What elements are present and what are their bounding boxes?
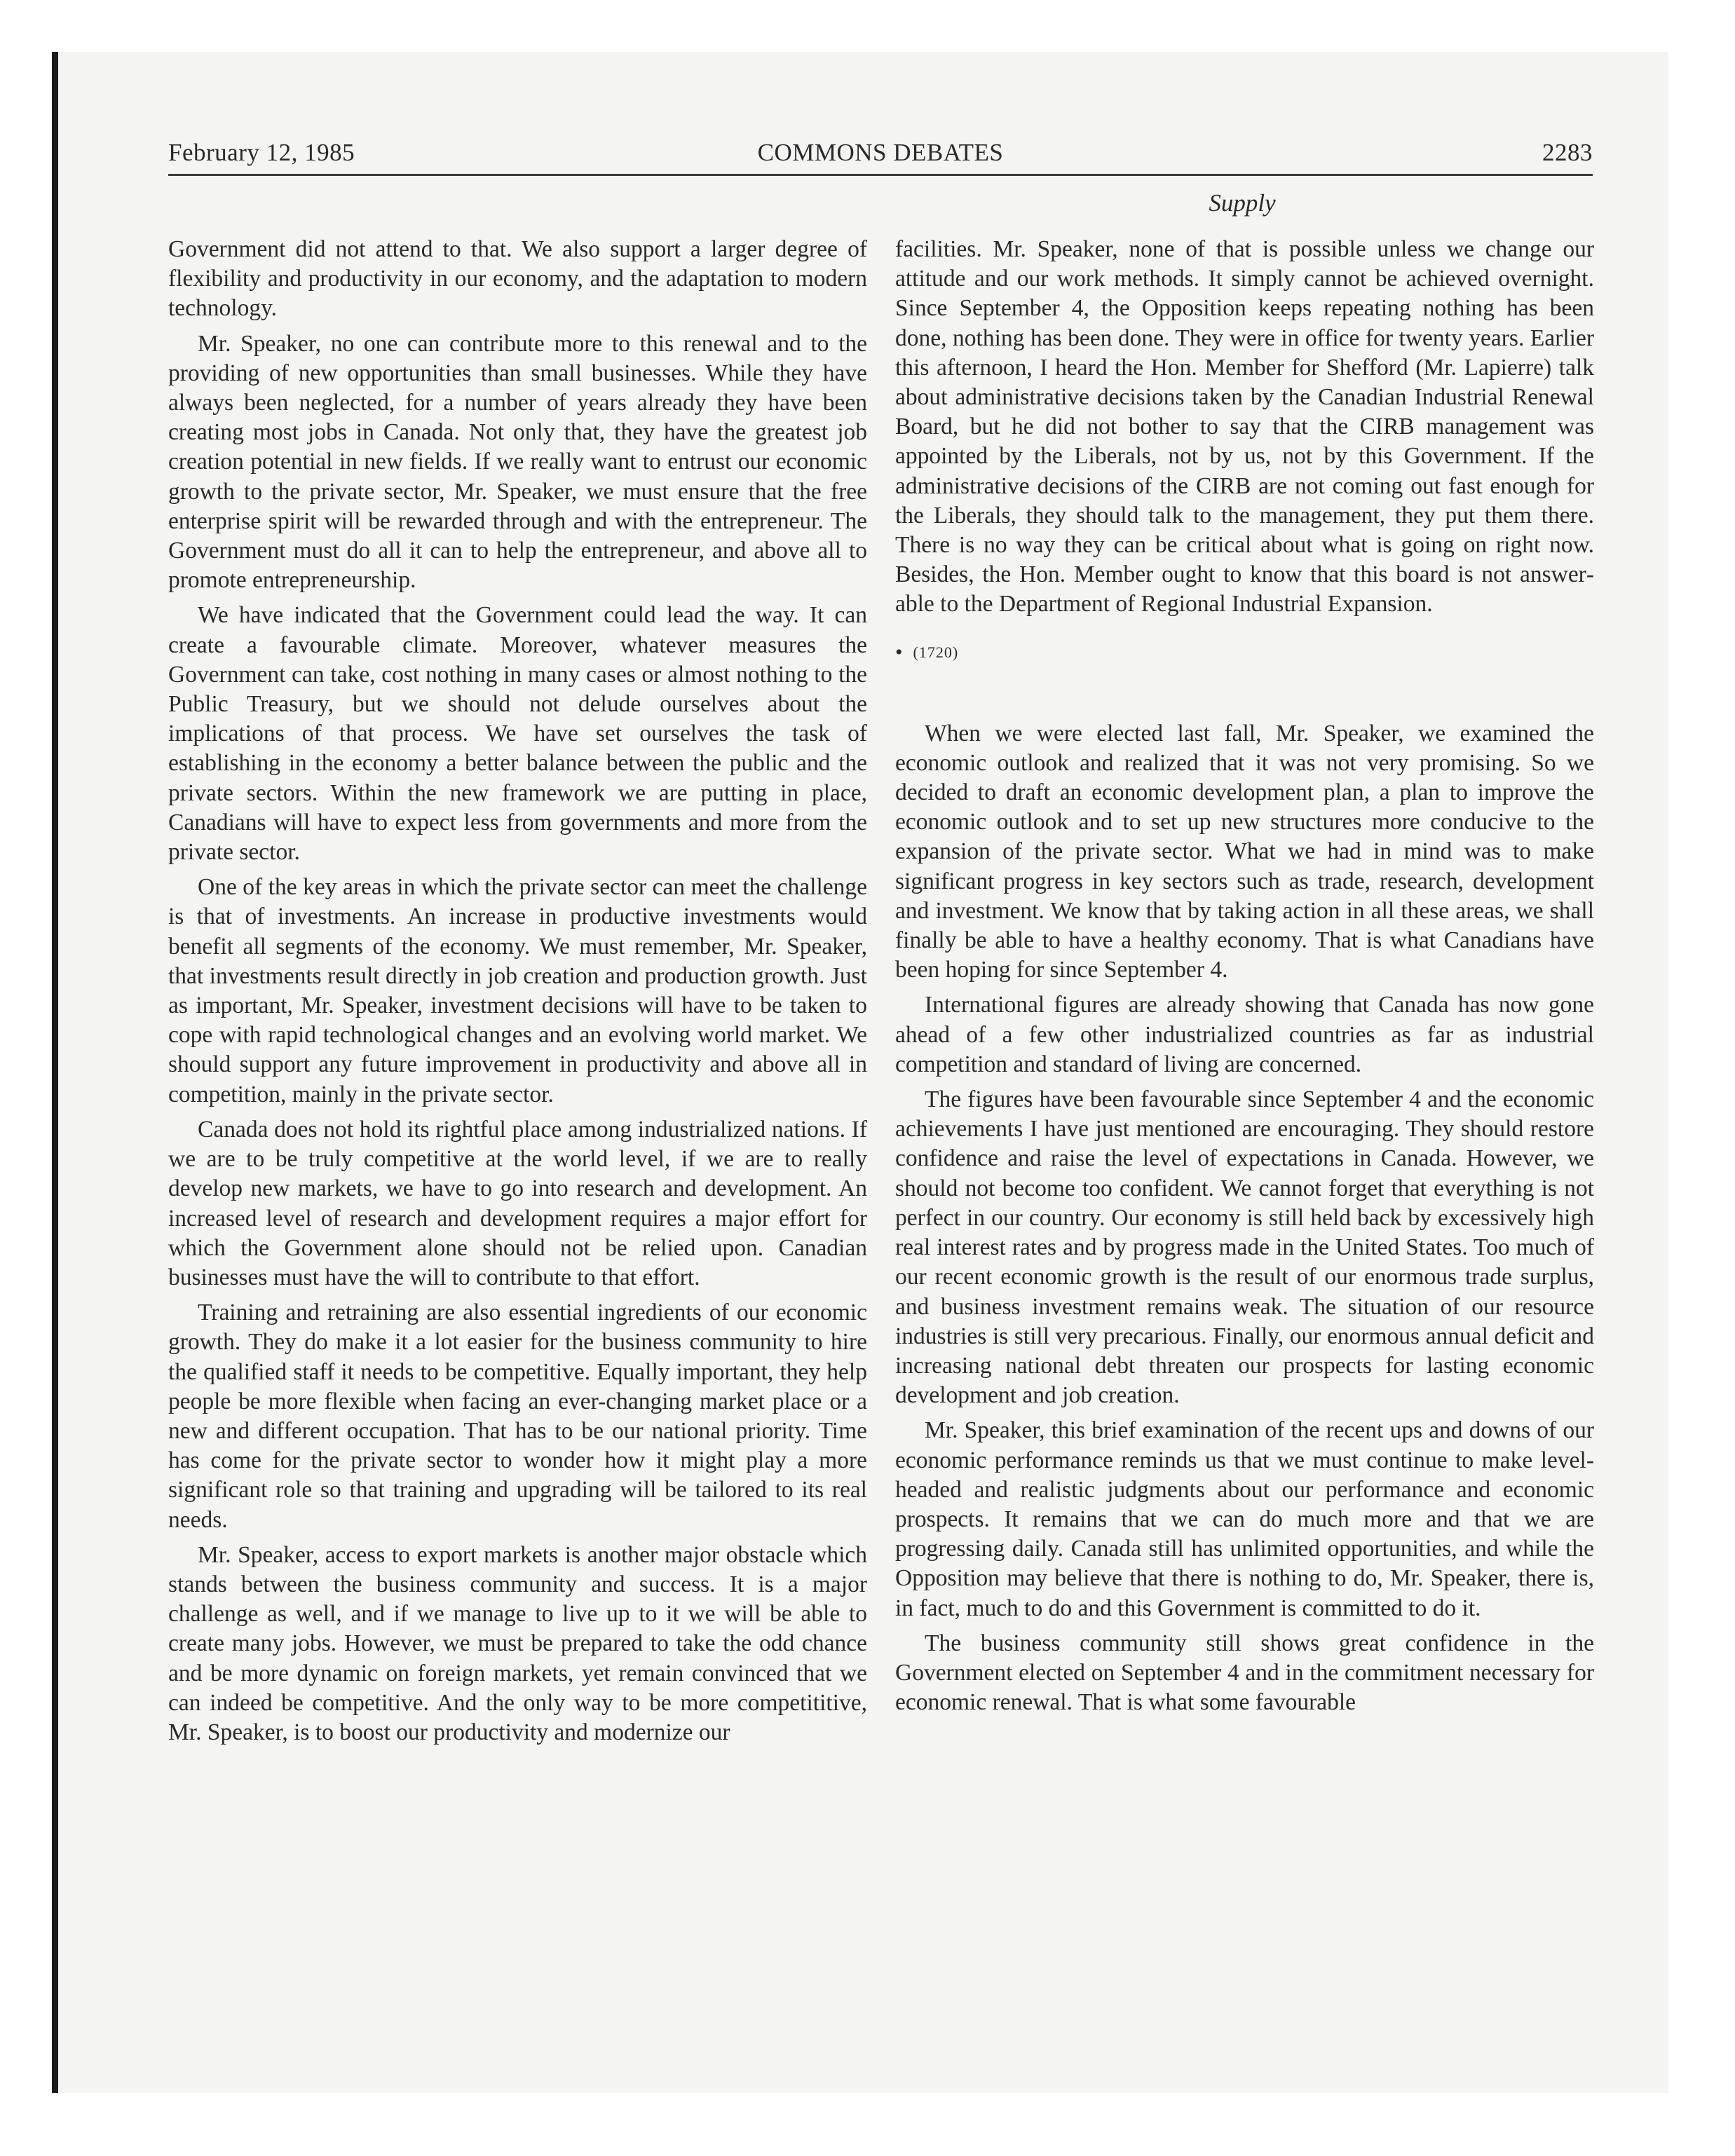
paragraph: Mr. Speaker, this brief examination of the recent ups and downs of our economic performance reminds us that we must continue to make level-headed and realistic judgments about our performance and economic prospects. It remains that we can do much more and that we are progressing daily. Canada still has unlimited opportunities, and while the Opposition may believe that there is nothing to do, Mr. Speaker, there is, in fact, much to do and this Government is committed to do it. bbox=[895, 1417, 1594, 1621]
paragraph: Government did not attend to that. We also support a larger degree of flexibility and productivity in our economy, and the adaptation to modern technology. bbox=[168, 236, 867, 322]
left-column bbox=[168, 235, 867, 1753]
paragraph: Mr. Speaker, no one can contribute more to this renewal and to the providing of new opportunities than small businesses. While they have always been neglected, for a number of years already they have been creating most jobs in Canada. Not only that, they have the greatest job creation potential in new fields. If we really want to entrust our economic growth to the private sector, Mr. Speaker, we must ensure that the free enterprise spirit will be rewarded through and with the entrepreneur. The Government must do all it can to help the entrepreneur, and above all to promote entrepreneurship. bbox=[168, 330, 867, 594]
bullet-icon: • bbox=[895, 640, 904, 664]
time-marker bbox=[895, 638, 1594, 667]
time-marker-text: (1720) bbox=[913, 643, 959, 661]
paragraph: Mr. Speaker, access to export markets is another major obstacle which stands between the business community and success. It is a major challenge as well, and if we manage to live up to it we will be able to create many jobs. However, we must be prepared to take the odd chance and be more dynamic on foreign markets, yet remain convinced that we can indeed be competitive. And the only way to be more competititive, Mr. Speaker, is to boost our productivity and modernize our bbox=[168, 1541, 867, 1745]
paragraph: Training and retraining are also essential ingredients of our economic growth. They do make it a lot easier for the business community to hire the qualified staff it needs to be competitive. Equally important, they help people be more flexible when facing an ever-changing market place or a new and different occupation. That has to be our national priority. Time has come for the private sector to wonder how it might play a more significant role so that training and upgrading will be tailored to its real needs. bbox=[168, 1299, 867, 1533]
paragraph: When we were elected last fall, Mr. Speaker, we examined the economic outlook and realized that it was not very promising. So we decided to draft an economic development plan, a plan to improve the economic outlook and to set up new structures more conducive to the expansion of the private sector. What we had in mind was to make significant progress in key sectors such as trade, research, development and investment. We know that by taking action in all these areas, we shall finally be able to have a healthy economy. That is what Canadians have been hoping for since September 4. bbox=[895, 720, 1594, 983]
header-page-number: 2283 bbox=[1542, 139, 1593, 166]
paragraph: One of the key areas in which the private sector can meet the challenge is that of investments. An increase in productive investments would benefit all segments of the economy. We must remember, Mr. Speaker, that investments result directly in job creation and production growth. Just as important, Mr. Speaker, investment decisions will have to be taken to cope with rapid technological changes and an evolving world market. We should support any future improvement in productivity and above all in competition, mainly in the private sector. bbox=[168, 874, 867, 1107]
paragraph: The figures have been favourable since September 4 and the economic achievements I have just mentioned are encouraging. They should restore confidence and raise the level of expectations in Canada. However, we should not become too confident. We cannot forget that everything is not perfect in our country. Our economy is still held back by excessively high real interest rates and by progress made in the United States. Too much of our recent economic growth is the result of our enormous trade surplus, and business investment remains weak. The situation of our resource industries is still very precarious. Finally, our enormous annual deficit and increasing national debt threaten our prospects for lasting economic development and job creation. bbox=[895, 1086, 1594, 1409]
paragraph: The business community still shows great confidence in the Government elected on September 4 and in the commitment necessary for economic renewal. That is what some favourable bbox=[895, 1630, 1594, 1716]
section-title: Supply bbox=[1209, 189, 1276, 217]
paragraph: Canada does not hold its rightful place among industrialized nations. If we are to be truly competitive at the world level, if we are to really develop new markets, we have to go into research and development. An increased level of research and development requires a major effort for which the Government alone should not be relied upon. Canadian businesses must have the will to contribute to that effort. bbox=[168, 1116, 867, 1290]
page-binding-edge bbox=[52, 52, 58, 2093]
page-header bbox=[168, 137, 1593, 176]
header-publication: COMMONS DEBATES bbox=[757, 139, 1004, 166]
header-date: February 12, 1985 bbox=[168, 139, 355, 166]
paragraph: facilities. Mr. Speaker, none of that is possible unless we change our attitude and our work methods. It simply cannot be achieved overnight. Since September 4, the Opposition keeps repeating nothing has been done, nothing has been done. They were in office for twenty years. Earlier this afternoon, I heard the Hon. Member for Shefford (Mr. Lapierre) talk about administrative decisions taken by the Canadian Industrial Renewal Board, but he did not bother to say that the CIRB management was appointed by the Liberals, not by us, not by this Government. If the administrative decisions of the CIRB are not coming out fast enough for the Liberals, they should talk to the management, they put them there. There is no way they can be critical about what is going on right now. Besides, the Hon. Member ought to know that this board is not answerable to the Department of Regional Industrial Expansion. bbox=[895, 236, 1594, 618]
paragraph: We have indicated that the Government could lead the way. It can create a favourable climate. Moreover, whatever measures the Government can take, cost nothing in many cases or almost nothing to the Public Treasury, but we should not delude ourselves about the implications of that process. We have set ourselves the task of establishing in the economy a better balance between the public and the private sectors. Within the new framework we are putting in place, Canadians will have to expect less from governments and more from the private sector. bbox=[168, 602, 867, 866]
paragraph: International figures are already showing that Canada has now gone ahead of a few other industrialized countries as far as industrial competition and standard of living are concerned. bbox=[895, 992, 1594, 1077]
right-column bbox=[895, 235, 1594, 1723]
